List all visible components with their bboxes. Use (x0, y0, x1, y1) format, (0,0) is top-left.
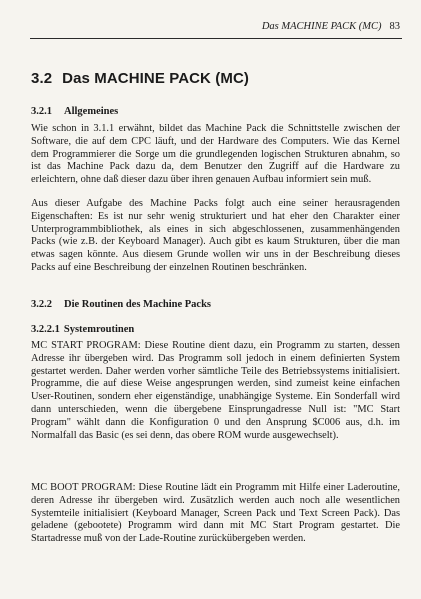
subsection-number: 3.2.2.1 (31, 324, 60, 335)
subsection-heading-routinen (31, 299, 211, 310)
section-number: 3.2 (31, 70, 53, 87)
header-rule (30, 38, 402, 39)
subsection-number: 3.2.2 (31, 299, 52, 310)
subsection-heading-systemroutinen (31, 324, 134, 335)
section-heading (31, 70, 249, 87)
subsection-title: Systemroutinen (63, 324, 135, 335)
running-title: Das MACHINE PACK (MC) (261, 21, 382, 32)
paragraph: MC START PROGRAM: Diese Routine dient dazu, ein Programm zu starten, dessen Adresse ihr übergeben wird. Das Programm soll jedoch in einem definierten System gestartet werden. Daher werden vorher sämtliche Teile des Betriebssystems initialisiert. Programme, die auf diese Weise angesprungen werden, sind zumeist keine einfachen User-Routinen, sondern eher eigenständige, unabhängige Systeme. Ein Sonderfall wird dann unterschieden, wenn die übergebene Einsprungadresse Null ist: "MC Start Program" wählt dann die Konfiguration 0 und den Ansprung $C006 aus, d.h. im Normalfall das Basic (es sei denn, das obere ROM wurde ausgewechselt). (31, 340, 400, 441)
subsection-title: Allgemeines (64, 106, 119, 117)
section-title: Das MACHINE PACK (MC) (62, 70, 249, 87)
paragraph: MC BOOT PROGRAM: Diese Routine lädt ein Programm mit Hilfe einer Laderoutine, deren Adresse ihr übergeben wird. Zusätzlich werden auch noch alle wesentlichen Systemteile initialisiert (Keyboard Manager, Screen Pack und Text Screen Pack). Das geladene (gebootete) Programm wird dann mit MC Start Program gestartet. Die Startadresse muß von der Lade-Routine zurückübergeben werden. (31, 482, 400, 545)
paragraph: Aus dieser Aufgabe des Machine Packs folgt auch eine seiner herausragenden Eigenschaften: Es ist nur sehr wenig strukturiert und hat eher den Charakter einer Unterprogrammbibliothek, als eines in sich abgeschlossenen, zusammenhängenden Packs (wie z.B. der Keyboard Manager). Auch gibt es kaum Strukturen, über die man etwas sagen könnte. Aus diesem Grunde wollen wir uns in der Beschreibung dieses Packs auf eine Beschreibung der einzelnen Routinen beschränken. (31, 198, 400, 273)
subsection-number: 3.2.1 (31, 106, 52, 117)
page-number: 83 (389, 21, 400, 32)
running-header (0, 21, 400, 32)
subsection-title: Die Routinen des Machine Packs (64, 299, 211, 310)
paragraph: Wie schon in 3.1.1 erwähnt, bildet das Machine Pack die Schnittstelle zwischen der Software, die auf dem CPC läuft, und der Hardware des Computers. Wie das Kernel dem Programmierer die Sorge um die grundlegenden logischen Strukturen abnahm, so ist das Machine Pack dazu da, dem Benutzer den Zugriff auf die Hardware zu erleichtern, ohne daß dieser dazu über ihren genauen Aufbau informiert sein muß. (31, 123, 400, 186)
subsection-heading-allgemeines (31, 106, 118, 117)
